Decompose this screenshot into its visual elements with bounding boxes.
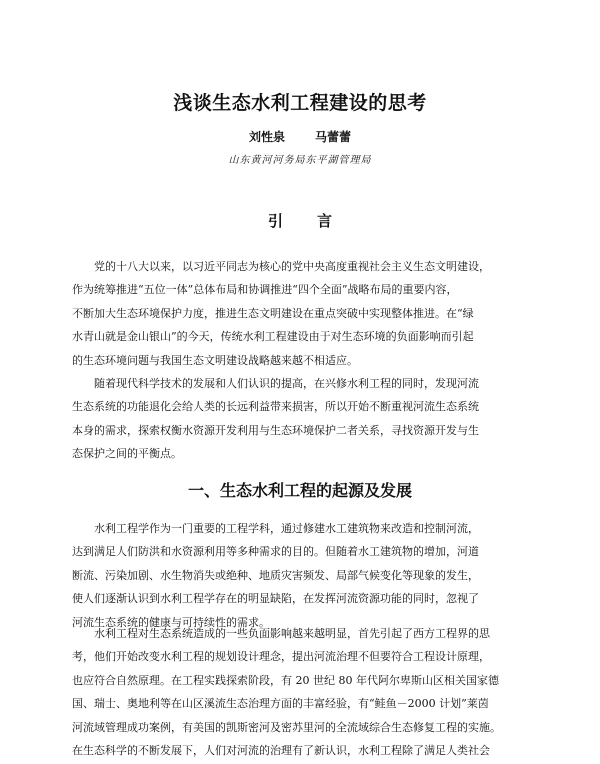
author-name: 刘性泉 bbox=[248, 130, 285, 144]
text-line: 不断加大生态环境保护力度，推进生态文明建设在重点突破中实现整体推进。在“绿 bbox=[72, 306, 474, 320]
text-line: 也应符合自然原理。在工程实践探索阶段，有 20 世纪 80 年代阿尔卑斯山区相关国家德 bbox=[72, 673, 499, 687]
text-line: 本身的需求，探索权衡水资源开发利用与生态环境保护二者关系，寻找资源开发与生 bbox=[72, 423, 479, 437]
text-line: 河流域管理成功案例，有美国的凯斯密河及密苏里河的全流域综合生态修复工程的实施。 bbox=[72, 720, 501, 734]
text-line: 使人们逐渐认识到水利工程学存在的明显缺陷，在发挥河流资源功能的同时，忽视了 bbox=[72, 592, 479, 606]
text-line: 水青山就是金山银山”的今天，传统水利工程建设由于对生态环境的负面影响而引起 bbox=[72, 330, 474, 344]
body-paragraph bbox=[72, 517, 534, 634]
text-line: 态保护之间的平衡点。 bbox=[72, 447, 182, 461]
text-line: 在生态科学的不断发展下，人们对河流的治理有了新认识，水利工程除了满足人类社会 bbox=[72, 743, 490, 757]
introduction-heading: 引言 bbox=[267, 212, 366, 230]
text-line: 达到满足人们防洪和水资源利用等多种需求的目的。但随着水工建筑物的增加，河道 bbox=[72, 545, 479, 559]
text-line: 的生态环境问题与我国生态文明建设战略越来越不相适应。 bbox=[72, 353, 358, 367]
text-line: 考，他们开始改变水利工程的规划设计理念，提出河流治理不但要符合工程设计原理， bbox=[72, 650, 490, 664]
text-line: 党的十八大以来，以习近平同志为核心的党中央高度重视社会主义生态文明建设， bbox=[94, 260, 490, 273]
text-line: 水利工程对生态系统造成的一些负面影响越来越明显，首先引起了西方工程界的思 bbox=[94, 627, 490, 640]
text-line: 水利工程学作为一门重要的工程学科，通过修建水工建筑物来改造和控制河流， bbox=[94, 522, 479, 535]
section-heading: 一、生态水利工程的起源及发展 bbox=[187, 481, 412, 500]
paper-title: 浅谈生态水利工程建设的思考 bbox=[173, 92, 427, 114]
text-line: 生态系统的功能退化会给人类的长远利益带来损害，所以开始不断重视河流生态系统 bbox=[72, 400, 479, 414]
intro-paragraph bbox=[72, 372, 534, 466]
author-name: 马蕾蕾 bbox=[315, 130, 352, 144]
text-line: 河流生态系统的健康与可持续性的需求。 bbox=[72, 615, 270, 629]
text-line: 断流、污染加剧、水生物消失或绝种、地质灾害频发、局部气候变化等现象的发生， bbox=[72, 568, 479, 582]
text-line: 随着现代科学技术的发展和人们认识的提高，在兴修水利工程的同时，发现河流 bbox=[94, 377, 479, 390]
intro-paragraph bbox=[72, 255, 534, 372]
author-list bbox=[0, 128, 600, 145]
text-line: 作为统筹推进“五位一体”总体布局和协调推进“四个全面”战略布局的重要内容， bbox=[72, 283, 458, 297]
text-line: 国、瑞士、奥地利等在山区溪流生态治理方面的丰富经验，有“鲑鱼－2000 计划”莱茵 bbox=[72, 697, 489, 711]
body-paragraph bbox=[72, 622, 534, 762]
author-affiliation: 山东黄河河务局东平湖管理局 bbox=[228, 155, 372, 166]
